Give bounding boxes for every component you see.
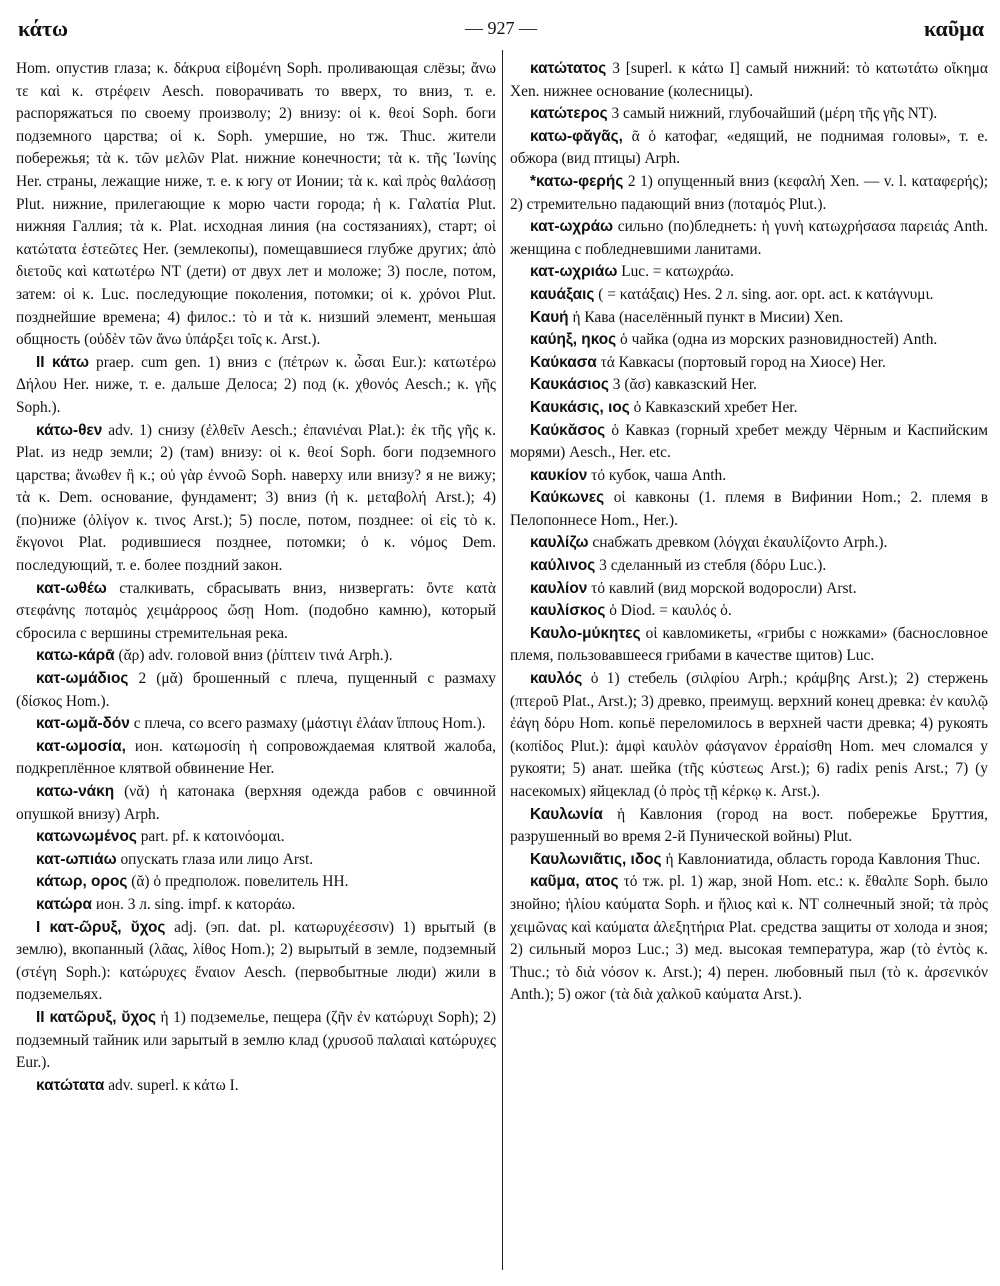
entry-definition: οἱ кавконы (1. племя в Вифинии Hom.; 2. племя в Пелопоннесе Hom., Her.). xyxy=(510,489,988,529)
entry-definition: adv. superl. к κάτω I. xyxy=(108,1076,239,1094)
dictionary-entry xyxy=(510,103,988,126)
entry-headword: καυλός xyxy=(530,670,583,688)
entry-definition: ὁ чайка (одна из морских разновидностей) Anth. xyxy=(620,331,938,349)
page-header xyxy=(16,12,986,46)
dictionary-entry xyxy=(510,555,988,578)
dictionary-entry xyxy=(16,645,496,668)
entry-definition: 3 (ᾰσ) кавказский Her. xyxy=(612,376,757,394)
entry-definition: опускать глаза или лицо Arst. xyxy=(120,850,314,868)
dictionary-entry xyxy=(16,917,496,1007)
entry-definition: part. pf. к κατοινόομαι. xyxy=(140,828,285,846)
columns xyxy=(16,58,986,1286)
entry-definition: ὁ Кавказ (горный хребет между Чёрным и Каспийским морями) Aesch., Her. etc. xyxy=(510,421,988,462)
entry-definition: 2 1) опущенный вниз (κεφαλή Xen. — v. l. καταφερής); 2) стремительно падающий вниз (ποταμός Plut.). xyxy=(510,172,988,213)
entry-headword: καυλίον xyxy=(530,579,588,597)
entry-headword: II κατῶρυξ, ῠχος xyxy=(36,1008,157,1026)
entry-headword: καύλινος xyxy=(530,557,596,575)
dictionary-entry xyxy=(510,374,988,397)
entry-headword: καυκίον xyxy=(530,466,588,484)
dictionary-entry xyxy=(16,736,496,781)
dictionary-entry xyxy=(16,420,496,578)
entry-headword: Καυλωνιᾶτις, ιδος xyxy=(530,850,662,868)
entry-definition: ( = κατάξαις) Hes. 2 л. sing. aor. opt. act. к κατάγνυμι. xyxy=(598,285,934,303)
entry-headword: II κάτω xyxy=(36,353,89,371)
entry-headword: κατω-νάκη xyxy=(36,783,115,800)
entry-definition: 3 [superl. к κάτω I] самый нижний: τὸ κατωτάτω οἴκημα Xen. нижнее основание (колесницы). xyxy=(510,60,988,100)
entry-definition: ᾶ ὁ катофаг, «едящий, не поднимая головы», т. е. обжора (вид птицы) Arph. xyxy=(510,127,988,168)
entry-headword: κατ-ωμάδιος xyxy=(36,670,129,688)
entry-headword: κατω-φᾰγᾶς, xyxy=(530,127,623,145)
entry-definition: 2 (μᾰ) брошенный с плеча, пущенный с размаху (δίσκος Hom.). xyxy=(16,670,496,710)
dictionary-entry xyxy=(16,352,496,420)
dictionary-entry xyxy=(16,849,496,872)
entry-headword: Καυλο-μύκητες xyxy=(530,624,641,642)
entry-headword: κατώρα xyxy=(36,895,92,913)
entry-definition: praep. cum gen. 1) вниз с (πέτρων κ. ὦσαι Eur.): κατωτέρω Δήλου Her. ниже, т. е. дальше Делоса; 2) под (κ. χθονός Aesch.; κ. γῆς Soph.). xyxy=(16,353,496,416)
entry-headword: Καύκωνες xyxy=(530,489,605,507)
entry-definition: 3 сделанный из стебля (δόρυ Luc.). xyxy=(599,557,827,575)
entry-definition: 3 самый нижний, глубочайший (μέρη τῆς γῆς NT). xyxy=(611,105,938,123)
dictionary-entry xyxy=(16,58,496,352)
entry-definition: τό кавлий (вид морской водоросли) Arst. xyxy=(591,579,857,597)
entry-definition: ἡ Кавлониатида, область города Кавлония Thuc. xyxy=(665,850,981,868)
entry-definition: (νᾰ) ἡ катонака (верхняя одежда рабов с овчинной опушкой внизу) Arph. xyxy=(16,783,496,823)
entry-definition: ἡ Кава (населённый пункт в Мисии) Xen. xyxy=(572,308,844,326)
entry-headword: Καυλωνία xyxy=(530,805,603,823)
entry-definition: τά Кавкасы (портовый город на Хиосе) Her. xyxy=(600,353,886,371)
dictionary-entry xyxy=(16,713,496,736)
entry-definition: ὁ Кавказский хребет Her. xyxy=(633,398,798,416)
entry-headword: κατ-ωθέω xyxy=(36,579,107,597)
dictionary-entry xyxy=(510,126,988,171)
entry-headword: κατώτερος xyxy=(530,105,608,123)
dictionary-entry xyxy=(510,307,988,330)
entry-definition: ἡ Кавлония (город на вост. побережье Бруттия, разрушенный во время 2-й Пунической войны) Plut. xyxy=(510,805,988,846)
dictionary-entry xyxy=(16,668,496,713)
page-number: — 927 — xyxy=(465,18,537,38)
entry-headword: καυλίσκος xyxy=(530,602,606,620)
dictionary-entry xyxy=(16,781,496,826)
entry-definition: τό тж. pl. 1) жар, зной Hom. etc.: κ. ἔθαλπε Soph. было знойно; ἡλίου καύματα Soph. и ἥλιος καὶ κ. NT солнечный зной; τὰ πρὸς χειμῶνας καὶ καύματα ἀλεξητήρια Plat. средства защиты от холода и зноя; 2) сильный мороз Luc.; 3) мед. высокая температура, жар (τὸ ἐντὸς κ. Thuc.; τὸ διὰ νόσον κ. Arst.); 4) перен. любовный пыл (τὸ κ. ἀρσενικόν Anth.); 5) ожог (τὰ διὰ χαλκοῦ καύματα Arst.). xyxy=(510,873,988,1004)
dictionary-entry xyxy=(510,352,988,375)
entry-headword: καυλίζω xyxy=(530,534,589,552)
dictionary-entry xyxy=(510,329,988,352)
entry-headword: Καυκάσις, ιος xyxy=(530,398,630,416)
entry-headword: κατώτατος xyxy=(530,60,607,77)
entry-headword: *κατω-φερής xyxy=(530,172,624,190)
dictionary-entry xyxy=(510,216,988,261)
entry-definition: ион. κατωμοσίη ἡ сопровождаемая клятвой жалоба, подкреплённое клятвой обвинение Her. xyxy=(16,737,496,778)
entry-headword: κατώτατα xyxy=(36,1076,105,1094)
entry-definition: (ᾰ) ὁ предполож. повелитель HH. xyxy=(131,873,349,891)
dictionary-entry xyxy=(510,171,988,216)
dictionary-entry xyxy=(510,420,988,465)
entry-definition: Luc. = κατωχράω. xyxy=(621,263,734,281)
entry-definition: с плеча, со всего размаху (μάστιγι ἐλάαν ἵππους Hom.). xyxy=(133,715,486,733)
entry-headword: κατ-ωμοσία, xyxy=(36,737,126,755)
dictionary-entry xyxy=(510,668,988,804)
entry-headword: κατ-ωμᾰ-δόν xyxy=(36,715,130,733)
entry-headword: Καύκασα xyxy=(530,353,597,371)
right-column xyxy=(510,58,988,1007)
entry-headword: κατωνωμένος xyxy=(36,828,137,846)
dictionary-entry xyxy=(16,894,496,917)
entry-definition: ὁ 1) стебель (σιλφίου Arph.; κράμβης Arst.); 2) стержень (πτεροῦ Plat., Arst.); 3) древко, преимущ. верхний конец древка: ἐν καυλῷ ἐάγη δόρυ Hom. копьё переломилось в верхней части древка; 4) рукоять (κοπίδος Plut.): ἀμφὶ καυλὸν φάσγανον ἐρραίσθη Hom. меч сломался у рукояти; 5) анат. шейка (τῆς κύστεως Arst.); 6) radix penis Arst.; 7) (у насекомых) яйцеклад (ὁ πρὸς τῇ κέρκῳ κ. Arst.). xyxy=(510,670,988,800)
entry-definition: сильно (по)бледнеть: ἡ γυνὴ κατωχρήσασα παρειάς Anth. женщина с побледневшими ланитами. xyxy=(510,218,988,258)
entry-headword: κατω-κάρᾱ xyxy=(36,647,115,665)
entry-definition: ὁ Diod. = καυλός ὁ. xyxy=(609,602,732,620)
entry-definition: τό кубок, чаша Anth. xyxy=(591,466,727,484)
entry-headword: I κατ-ῶρυξ, ῠχος xyxy=(36,918,166,936)
entry-definition: сталкивать, сбрасывать вниз, низвергать: ὄντε κατὰ στεφάνης ποταμὸς χειμάρροος ὤσῃ Hom. (подобно камню), который сбросила с вершины стремительная река. xyxy=(16,579,496,642)
dictionary-entry xyxy=(510,804,988,849)
dictionary-entry xyxy=(16,871,496,894)
entry-headword: Καύκᾰσος xyxy=(530,421,606,439)
column-divider xyxy=(502,50,503,1270)
header-left-word: κάτω xyxy=(18,16,69,41)
dictionary-entry xyxy=(16,578,496,646)
entry-headword: κατ-ωπιάω xyxy=(36,850,117,868)
dictionary-entry xyxy=(510,578,988,601)
dictionary-entry xyxy=(510,600,988,623)
header-right-word: καῦμα xyxy=(923,16,984,41)
entry-headword: κατ-ωχριάω xyxy=(530,263,618,281)
entry-headword: Καυή xyxy=(530,308,569,326)
dictionary-entry xyxy=(510,465,988,488)
dictionary-entry xyxy=(510,397,988,420)
entry-headword: καύηξ, ηκος xyxy=(530,331,617,349)
dictionary-entry xyxy=(510,532,988,555)
dictionary-entry xyxy=(510,261,988,284)
entry-definition: ион. 3 л. sing. impf. к κατοράω. xyxy=(95,895,296,913)
entry-headword: Καυκάσιος xyxy=(530,376,609,394)
left-column xyxy=(16,58,496,1097)
dictionary-entry xyxy=(16,826,496,849)
dictionary-entry xyxy=(16,1007,496,1075)
dictionary-entry xyxy=(510,623,988,668)
entry-headword: κάτωρ, ορος xyxy=(36,873,128,891)
entry-definition: (ᾰρ) adv. головой вниз (ῥίπτειν τινά Arph.). xyxy=(118,647,393,665)
entry-headword: καῦμα, ατος xyxy=(530,873,619,891)
entry-definition: adv. 1) снизу (ἐλθεῖν Aesch.; ἐπανιέναι Plat.): ἐκ τῆς γῆς κ. Plat. из недр земли; 2) (там) внизу: οἱ κ. θεοί Soph. боги подземного царства; ἄνωθεν ἢ κ.; οὐ γὰρ ἐννοῶ Soph. наверху или внизу? я не вижу; τὰ κ. Dem. основание, фундамент; 3) вниз (ἡ κ. μεταβολή Arst.); 4) (по)ниже (ὀλίγον κ. τινος Arst.); 5) после, потом, позднее: οἱ εἰς τὸ κ. ἔκγονοι Plat. родившиеся позднее, потомки; ὁ κ. νόμος Dem. последующий, т. е. более поздний закон. xyxy=(16,421,497,575)
dictionary-entry xyxy=(510,871,988,1007)
entry-headword: κάτω-θεν xyxy=(36,421,103,439)
dictionary-entry xyxy=(16,1075,496,1098)
entry-definition: adj. (эп. dat. pl. κατωρυχέεσσιν) 1) врытый (в землю), вкопанный (λᾶας, λίθος Hom.); 2) вырытый в земле, подземный (στέγη Soph.): κατώρυχες ἔναιον Aesch. (первобытные люди) жили в подземельях. xyxy=(16,918,496,1004)
dictionary-entry xyxy=(510,284,988,307)
dictionary-entry xyxy=(510,58,988,103)
entry-definition: ἡ 1) подземелье, пещера (ζῆν ἐν κατώρυχι Soph); 2) подземный тайник или зарытый в землю клад (χρυσοῦ παλαιαὶ κατώρυχες Eur.). xyxy=(16,1008,496,1072)
entry-headword: κατ-ωχράω xyxy=(530,218,614,236)
entry-definition: οἱ кавломикеты, «грибы с ножками» (баснословное племя, пользовавшееся грибами в качестве щитов) Luc. xyxy=(510,624,988,665)
dictionary-entry xyxy=(510,849,988,872)
dictionary-entry xyxy=(510,487,988,532)
entry-definition: снабжать древком (λόγχαι ἐκαυλίζοντο Arph.). xyxy=(592,534,888,552)
entry-definition: Hom. опустив глаза; κ. δάκρυα εἰβομένη Soph. проливающая слёзы; ἄνω τε καὶ κ. στρέφειν Aesch. поворачивать то вверх, то вниз, т. е. распоряжаться по своему произволу; 2) внизу: οἱ κ. θεοί Soph. боги подземного царства; οἱ κ. Soph. умершие, но тж. Thuc. жители побережья; τὰ κ. τῶν μελῶν Plat. нижние конечности; τὰ κ. τῆς Ἰωνίης Her. страны, лежащие ниже, т. е. к югу от Ионии; τὰ κ. καὶ πρὸς θαλάσσῃ Plut. нижние, прилегающие к морю части города; ἡ κ. Γαλατία Plut. нижняя Галлия; τὰ κ. Plat. исходная линия (на состязаниях), старт; οἱ κατώτατα ἑστεῶτες Her. (землекопы), помещавшиеся глубже других; ἀπὸ διετοῦς καὶ κατωτέρω NT (дети) от двух лет и моложе; 3) после, потом, затем: οἱ κ. Luc. последующие поколения, потомки; οἱ κ. χρόνοι Plut. позднейшие времена; 4) филос.: τὸ и τὰ κ. низший элемент, меньшая общность (οὐδὲν τῶν ἄνω ὑπάρξει τοῖς κ. Arst.). xyxy=(16,60,496,349)
entry-headword: καυάξαις xyxy=(530,285,595,303)
